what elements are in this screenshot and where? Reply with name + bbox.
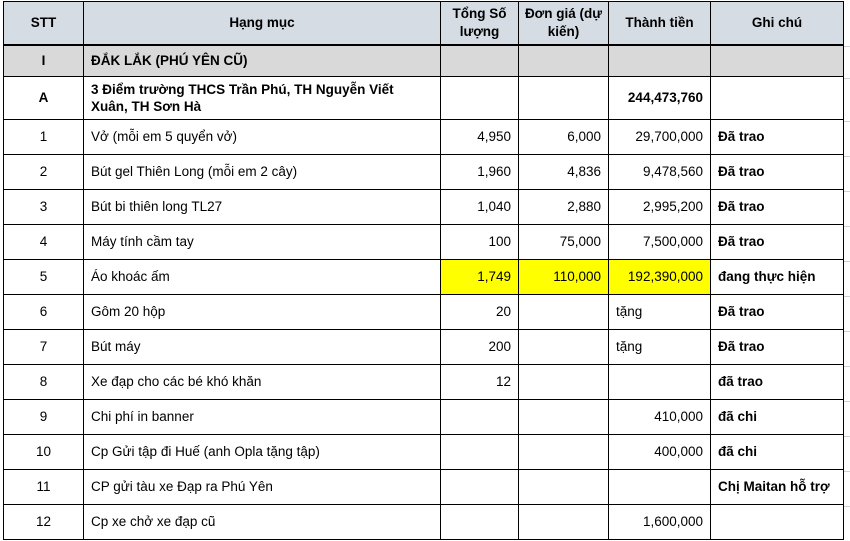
cell-amount[interactable]: 29,700,000 [609, 120, 711, 155]
cell-amount[interactable]: 9,478,560 [609, 155, 711, 190]
cell-item[interactable]: Cp Gửi tập đi Huế (anh Opla tặng tập) [84, 435, 441, 470]
cell-note[interactable]: Đã trao [711, 225, 844, 260]
cell-price[interactable] [519, 295, 609, 330]
cell-price[interactable] [519, 45, 609, 77]
cell-amount[interactable] [609, 470, 711, 505]
cell-note[interactable]: Đã trao [711, 120, 844, 155]
cell-qty[interactable]: 100 [441, 225, 519, 260]
cell-qty[interactable] [441, 435, 519, 470]
cell-item[interactable]: Máy tính cầm tay [84, 225, 441, 260]
gridline-stub [844, 401, 850, 402]
cell-item[interactable]: Xe đạp cho các bé khó khăn [84, 365, 441, 400]
table-row [4, 295, 844, 330]
table-row [4, 400, 844, 435]
cell-item[interactable]: Bút bi thiên long TL27 [84, 190, 441, 225]
cell-amount[interactable]: 192,390,000 [609, 260, 711, 295]
gridline-stub [844, 436, 850, 437]
cell-price[interactable]: 6,000 [519, 120, 609, 155]
cell-amount[interactable]: 2,995,200 [609, 190, 711, 225]
cell-price[interactable] [519, 505, 609, 540]
gridline-stub [844, 471, 850, 472]
cell-price[interactable] [519, 470, 609, 505]
column-header-stt[interactable]: STT [4, 2, 84, 45]
table-row [4, 470, 844, 505]
cell-note[interactable]: Đã trao [711, 295, 844, 330]
table-row [4, 435, 844, 470]
cell-qty[interactable]: 200 [441, 330, 519, 365]
table-row [4, 45, 844, 77]
gridline-stub [844, 366, 850, 367]
cell-qty[interactable]: 1,040 [441, 190, 519, 225]
cell-note[interactable]: đã chi [711, 400, 844, 435]
cell-price[interactable]: 75,000 [519, 225, 609, 260]
cell-price[interactable] [519, 435, 609, 470]
cell-item[interactable]: Áo khoác ấm [84, 260, 441, 295]
cell-note[interactable]: Đã trao [711, 190, 844, 225]
cell-amount[interactable]: tặng [609, 330, 711, 365]
cell-stt[interactable]: 3 [4, 190, 84, 225]
gridline-stub [844, 261, 850, 262]
cell-qty[interactable]: 4,950 [441, 120, 519, 155]
cell-stt[interactable]: 2 [4, 155, 84, 190]
gridline-stub [844, 121, 850, 122]
cell-stt[interactable]: A [4, 77, 84, 120]
cell-item[interactable]: Chi phí in banner [84, 400, 441, 435]
table-row [4, 505, 844, 540]
cell-amount[interactable]: 244,473,760 [609, 77, 711, 120]
cell-amount[interactable]: 410,000 [609, 400, 711, 435]
cell-qty[interactable] [441, 77, 519, 120]
gridline-stub [844, 226, 850, 227]
cell-amount[interactable]: 7,500,000 [609, 225, 711, 260]
table-row [4, 330, 844, 365]
cell-item[interactable]: Vở (mỗi em 5 quyển vở) [84, 120, 441, 155]
cell-note[interactable]: Đã trao [711, 330, 844, 365]
gridline-stub [844, 78, 850, 79]
gridline-stub [844, 506, 850, 507]
cell-stt[interactable]: 6 [4, 295, 84, 330]
cell-item[interactable]: Cp xe chở xe đạp cũ [84, 505, 441, 540]
cell-item[interactable]: 3 Điểm trường THCS Trần Phú, TH Nguyễn Viết Xuân, TH Sơn Hà [84, 77, 441, 120]
table-body [4, 45, 844, 540]
cell-note[interactable]: đã trao [711, 365, 844, 400]
cell-amount[interactable]: 400,000 [609, 435, 711, 470]
cell-price[interactable] [519, 400, 609, 435]
table-row [4, 120, 844, 155]
cell-stt[interactable]: 5 [4, 260, 84, 295]
table-row [4, 77, 844, 120]
cell-amount[interactable]: 1,600,000 [609, 505, 711, 540]
cell-price[interactable]: 2,880 [519, 190, 609, 225]
cell-price[interactable] [519, 365, 609, 400]
cell-item[interactable]: Bút gel Thiên Long (mỗi em 2 cây) [84, 155, 441, 190]
gridline-stub [844, 156, 850, 157]
cell-stt[interactable]: 7 [4, 330, 84, 365]
cell-qty[interactable]: 20 [441, 295, 519, 330]
cell-note[interactable] [711, 45, 844, 77]
gridline-stub [844, 191, 850, 192]
cell-note[interactable]: đang thực hiện [711, 260, 844, 295]
table-row [4, 365, 844, 400]
cell-qty[interactable]: 1,749 [441, 260, 519, 295]
cell-amount[interactable]: tặng [609, 295, 711, 330]
column-header-price[interactable]: Đơn giá (dự kiến) [519, 2, 609, 45]
column-header-item[interactable]: Hạng mục [84, 2, 441, 45]
cell-note[interactable]: đã chi [711, 435, 844, 470]
cell-stt[interactable]: 8 [4, 365, 84, 400]
table-row [4, 260, 844, 295]
cell-amount[interactable] [609, 365, 711, 400]
cell-stt[interactable]: 10 [4, 435, 84, 470]
cell-price[interactable]: 4,836 [519, 155, 609, 190]
cell-note[interactable]: Chị Maitan hỗ trợ [711, 470, 844, 505]
expense-table [3, 1, 844, 540]
cell-qty[interactable] [441, 400, 519, 435]
cell-qty[interactable]: 12 [441, 365, 519, 400]
cell-qty[interactable] [441, 470, 519, 505]
cell-stt[interactable]: 12 [4, 505, 84, 540]
cell-qty[interactable]: 1,960 [441, 155, 519, 190]
cell-note[interactable]: Đã trao [711, 155, 844, 190]
cell-item[interactable]: CP gửi tàu xe Đạp ra Phú Yên [84, 470, 441, 505]
cell-note[interactable] [711, 505, 844, 540]
column-header-amount[interactable]: Thành tiền [609, 2, 711, 45]
table-row [4, 190, 844, 225]
table-row [4, 225, 844, 260]
gridline-stub [844, 331, 850, 332]
cell-stt[interactable]: 11 [4, 470, 84, 505]
gridline-stub [844, 46, 850, 47]
column-header-qty[interactable]: Tổng Số lượng [441, 2, 519, 45]
cell-stt[interactable]: 4 [4, 225, 84, 260]
cell-item[interactable]: ĐẮK LẮK (PHÚ YÊN CŨ) [84, 45, 441, 77]
cell-note[interactable] [711, 77, 844, 120]
cell-price[interactable] [519, 330, 609, 365]
column-header-note[interactable]: Ghi chú [711, 2, 844, 45]
cell-stt[interactable]: 9 [4, 400, 84, 435]
gridline-stub [844, 296, 850, 297]
cell-price[interactable]: 110,000 [519, 260, 609, 295]
cell-qty[interactable] [441, 505, 519, 540]
cell-stt[interactable]: I [4, 45, 84, 77]
cell-item[interactable]: Bút máy [84, 330, 441, 365]
table-row [4, 155, 844, 190]
cell-item[interactable]: Gôm 20 hộp [84, 295, 441, 330]
header-row [4, 2, 844, 45]
cell-amount[interactable] [609, 45, 711, 77]
cell-stt[interactable]: 1 [4, 120, 84, 155]
cell-qty[interactable] [441, 45, 519, 77]
cell-price[interactable] [519, 77, 609, 120]
